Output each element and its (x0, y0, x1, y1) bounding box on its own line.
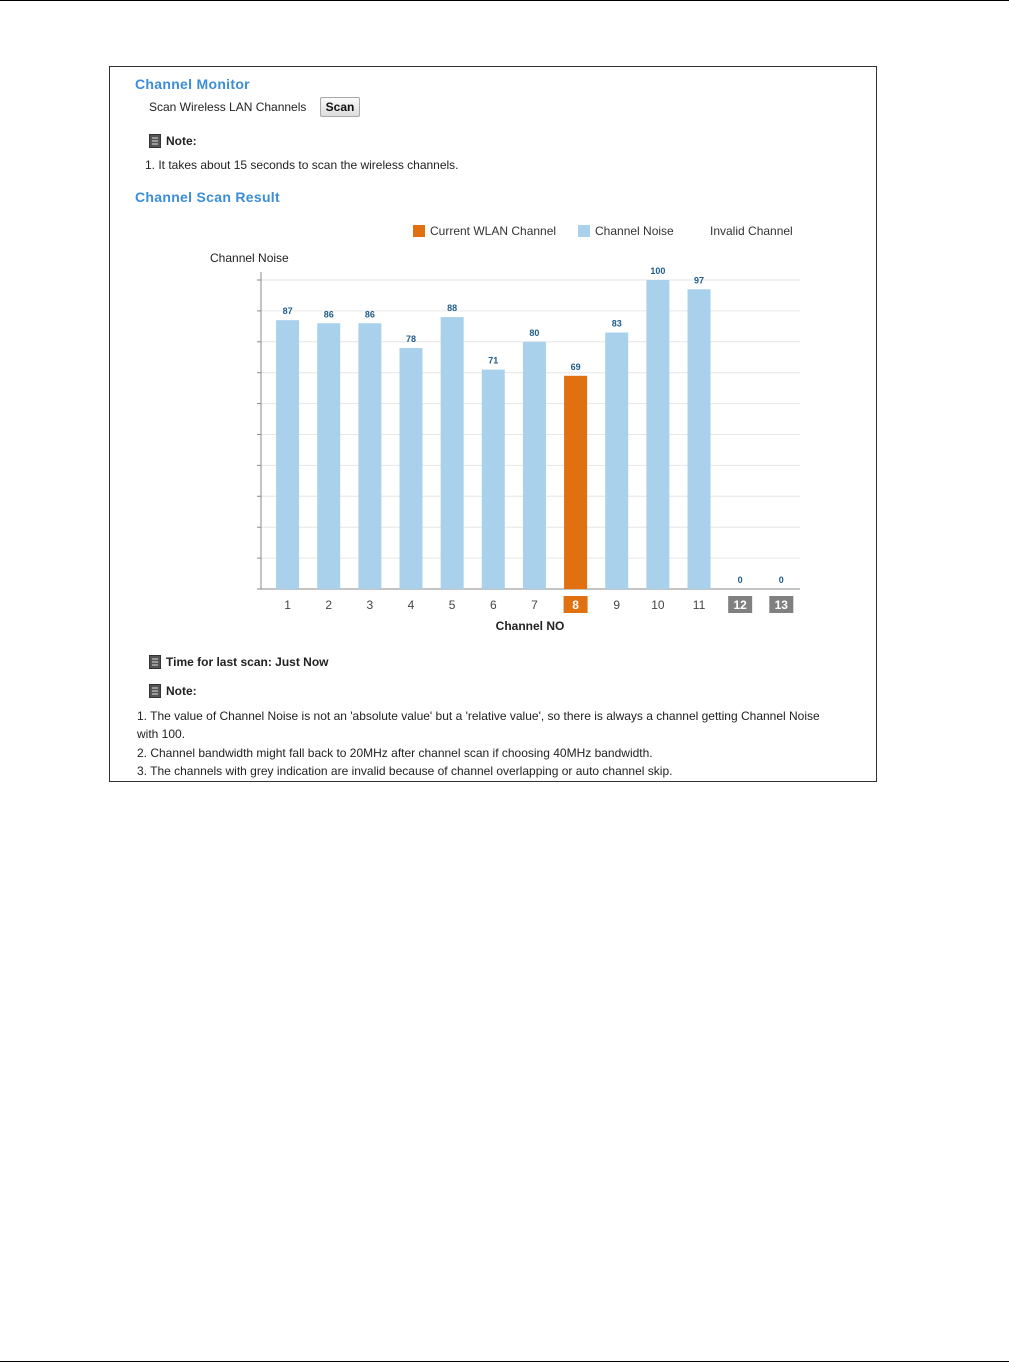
bar-value-label: 0 (778, 575, 784, 585)
last-scan-document-icon (149, 655, 161, 669)
bar-value-label: 71 (488, 355, 499, 366)
bar-value-label: 86 (364, 309, 375, 320)
x-axis-title: Channel NO (495, 619, 565, 633)
bar-value-label: 88 (447, 303, 458, 314)
note-line: 1. It takes about 15 seconds to scan the wireless channels. (145, 158, 459, 172)
bar-channel-5 (441, 317, 464, 589)
x-tick-label: 10 (651, 598, 665, 612)
bar-channel-7 (523, 342, 546, 589)
bar-channel-2 (317, 323, 340, 589)
x-tick-label: 9 (613, 598, 621, 612)
legend-invalid-label: Invalid Channel (710, 224, 793, 238)
x-tick-label: 11 (692, 598, 706, 612)
channel-scan-result-title: Channel Scan Result (135, 189, 280, 205)
last-scan-text: Time for last scan: Just Now (166, 655, 329, 669)
bar-value-label: 87 (282, 306, 293, 317)
x-tick-label: 12 (733, 598, 747, 612)
bar-channel-8 (564, 376, 587, 589)
x-tick-label: 3 (366, 598, 374, 612)
last-scan (149, 655, 329, 669)
x-tick-label: 5 (448, 598, 456, 612)
x-tick-label: 13 (774, 598, 788, 612)
channel-monitor-title: Channel Monitor (135, 76, 250, 92)
x-tick-label: 4 (407, 598, 415, 612)
bar-channel-10 (646, 280, 669, 589)
channel-noise-chart (110, 67, 876, 637)
page-top-rule (0, 0, 1009, 1)
bar-value-label: 80 (529, 327, 540, 338)
result-note-heading (149, 684, 197, 698)
result-note-title: Note: (166, 684, 197, 698)
bar-value-label: 97 (694, 275, 705, 286)
result-note-line-3: 3. The channels with grey indication are invalid because of channel overlapping or auto channel skip. (137, 764, 673, 778)
channel-monitor-panel (109, 66, 877, 782)
x-tick-label: 7 (531, 598, 538, 612)
x-tick-label: 6 (489, 598, 497, 612)
scan-button[interactable]: Scan (320, 97, 360, 117)
bar-channel-6 (482, 370, 505, 589)
bar-channel-1 (276, 320, 299, 589)
x-tick-label: 2 (325, 598, 333, 612)
bar-value-label: 86 (323, 309, 334, 320)
note-title: Note: (166, 134, 197, 148)
legend-noise-label: Channel Noise (595, 224, 674, 238)
y-axis-title: Channel Noise (210, 251, 289, 265)
bar-value-label: 100 (650, 266, 666, 276)
x-tick-label: 1 (284, 598, 291, 612)
bar-value-label: 83 (611, 318, 622, 329)
bar-channel-11 (688, 289, 711, 589)
result-note-document-icon (149, 684, 161, 698)
page-bottom-rule (0, 1361, 1009, 1362)
legend-current-label: Current WLAN Channel (430, 224, 557, 238)
x-tick-label: 8 (572, 598, 579, 612)
bar-value-label: 78 (405, 333, 417, 344)
bar-channel-9 (605, 333, 628, 589)
scan-label: Scan Wireless LAN Channels (149, 100, 307, 114)
bar-value-label: 0 (737, 575, 743, 585)
result-note-line-1-cont: with 100. (137, 727, 186, 741)
bar-channel-3 (358, 323, 381, 589)
bar-channel-4 (400, 348, 423, 589)
bar-value-label: 69 (570, 361, 581, 372)
result-note-line-1: 1. The value of Channel Noise is not an 'absolute value' but a 'relative value', so there is always a channel getting Channel Noise (137, 709, 820, 723)
result-note-line-2: 2. Channel bandwidth might fall back to 20MHz after channel scan if choosing 40MHz bandwidth. (137, 746, 653, 760)
